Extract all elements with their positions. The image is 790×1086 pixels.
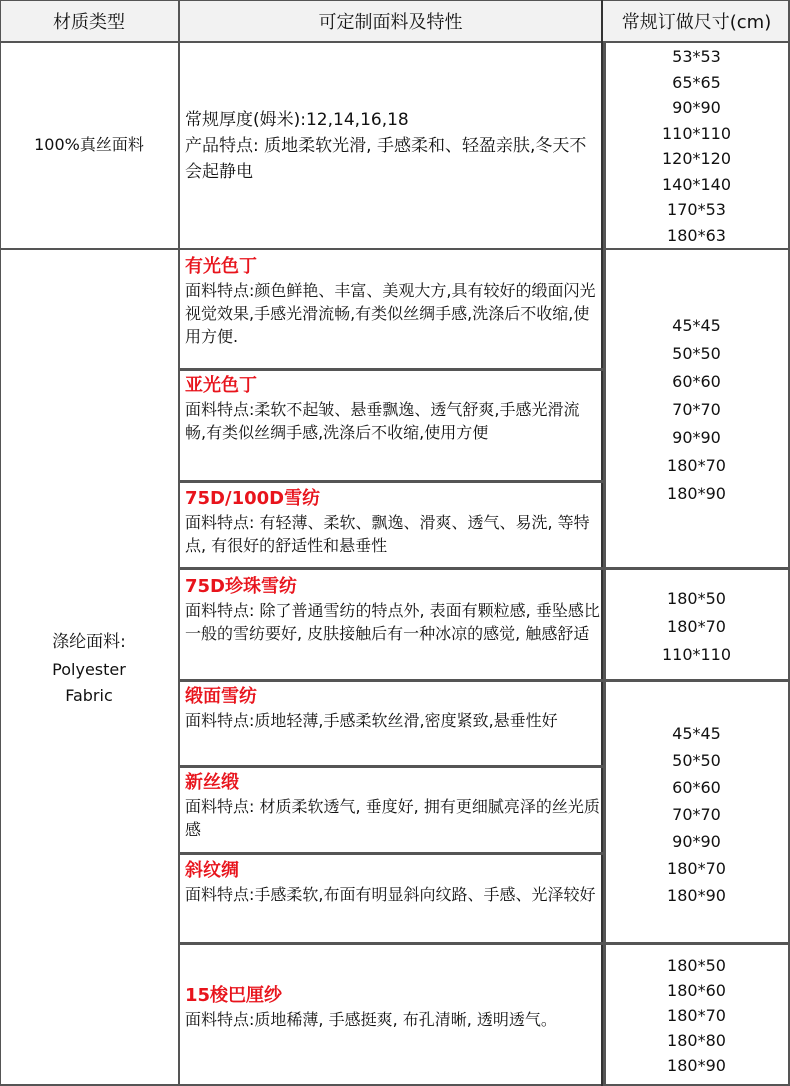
polyester-material-label: 涤纶面料: [52,632,126,652]
fabric-name: 15梭巴厘纱 [185,985,283,1006]
polyester-material-en-1: Polyester [52,660,126,679]
fabric-name: 新丝缎 [185,772,239,793]
silk-thickness: 常规厚度(姆米):12,14,16,18 [185,110,409,130]
fabric-item-matte-satin [180,372,600,480]
size-value: 140*140 [661,174,732,194]
size-value: 180*70 [667,1005,726,1025]
grid-line [180,679,790,682]
header-material-type [0,0,178,42]
fabric-name: 缎面雪纺 [185,686,257,707]
size-value: 180*70 [667,617,726,636]
fabric-item-twill [180,857,600,939]
header-sizes [603,0,790,42]
silk-sizes-cell [603,44,790,248]
size-group-4 [603,948,790,1082]
grid-line [0,41,790,43]
fabric-desc: 面料特点:柔软不起皱、悬垂飘逸、透气舒爽,手感光滑流畅,有类似丝绸手感,洗涤后不收缩,使用方便 [185,400,580,442]
size-value: 180*90 [667,484,726,503]
silk-material-cell [0,42,178,248]
fabric-desc: 面料特点: 除了普通雪纺的特点外, 表面有颗粒感, 垂坠感比一般的雪纺要好, 皮肤接触后有一种冰凉的感觉, 触感舒适 [185,601,600,643]
fabric-name: 75D珍珠雪纺 [185,576,297,597]
grid-line [0,248,790,250]
size-value: 50*50 [672,750,721,770]
grid-line [180,368,603,371]
size-value: 45*45 [672,723,721,743]
fabric-desc: 面料特点:质地稀薄, 手感挺爽, 布孔清晰, 透明透气。 [185,1010,557,1029]
size-value: 180*63 [667,225,726,245]
size-value: 70*70 [672,804,721,824]
header-fabric-features-label: 可定制面料及特性 [318,12,463,33]
silk-features: 产品特点: 质地柔软光滑, 手感柔和、轻盈亲肤,冬天不会起静电 [185,136,587,182]
fabric-name: 斜纹绸 [185,860,239,881]
size-value: 120*120 [661,149,732,168]
grid-line [180,765,603,768]
fabric-item-pearl-chiffon [180,573,600,679]
size-value: 90*90 [672,98,721,117]
size-value: 180*90 [667,885,726,905]
fabric-desc: 面料特点: 有轻薄、柔软、飘逸、滑爽、透气、易洗, 等特点, 有很好的舒适性和悬垂性 [185,513,590,555]
size-value: 45*45 [672,316,721,335]
fabric-desc: 面料特点: 材质柔软透气, 垂度好, 拥有更细腻亮泽的丝光质感 [185,797,600,839]
size-value: 110*110 [661,645,732,664]
grid-line [0,0,1,1086]
fabric-item-glossy-satin [180,253,600,368]
size-value: 90*90 [672,428,721,447]
grid-line [180,852,603,855]
size-value: 180*60 [667,980,726,1000]
grid-line [180,480,603,483]
size-value: 60*60 [672,372,721,391]
size-value: 60*60 [672,777,721,797]
polyester-material-en-2: Fabric [65,686,113,705]
fabric-desc: 面料特点:颜色鲜艳、丰富、美观大方,具有较好的缎面闪光视觉效果,手感光滑流畅,有类似丝绸手感,洗涤后不收缩,使用方便. [185,281,596,346]
fabric-name: 75D/100D雪纺 [185,488,321,509]
size-value: 180*90 [667,1055,726,1075]
size-group-2 [603,572,790,682]
fabric-item-chiffon [180,485,600,567]
size-value: 180*70 [667,858,726,878]
grid-line [178,0,180,1086]
fabric-desc: 面料特点:手感柔软,布面有明显斜向纹路、手感、光泽较好 [185,885,596,904]
grid-line [603,42,606,1086]
size-value: 70*70 [672,400,721,419]
fabric-item-satin-chiffon [180,683,600,765]
grid-line [0,0,790,1]
header-fabric-features [178,0,603,42]
size-value: 110*110 [661,123,732,143]
size-value: 180*50 [667,955,726,975]
size-value: 180*70 [667,456,726,475]
size-group-3 [603,686,790,942]
fabric-item-voile [180,982,600,1062]
size-value: 180*80 [667,1030,726,1050]
grid-line [180,942,790,945]
fabric-name: 亚光色丁 [185,375,257,396]
size-value: 90*90 [672,831,721,851]
fabric-name: 有光色丁 [185,256,257,277]
size-value: 53*53 [672,47,721,66]
fabric-desc: 面料特点:质地轻薄,手感柔软丝滑,密度紧致,悬垂性好 [185,711,558,730]
header-sizes-label: 常规订做尺寸(cm) [621,12,772,33]
silk-features-cell [180,105,600,225]
grid-line [180,567,790,570]
silk-material-label: 100%真丝面料 [34,135,144,154]
size-value: 50*50 [672,344,721,363]
size-value: 65*65 [672,72,721,92]
header-material-type-label: 材质类型 [53,12,125,33]
size-group-1 [603,252,790,568]
size-value: 180*50 [667,589,726,608]
size-value: 170*53 [667,200,726,219]
fabric-item-new-silk-satin [180,769,600,851]
polyester-material-cell [0,250,178,1086]
